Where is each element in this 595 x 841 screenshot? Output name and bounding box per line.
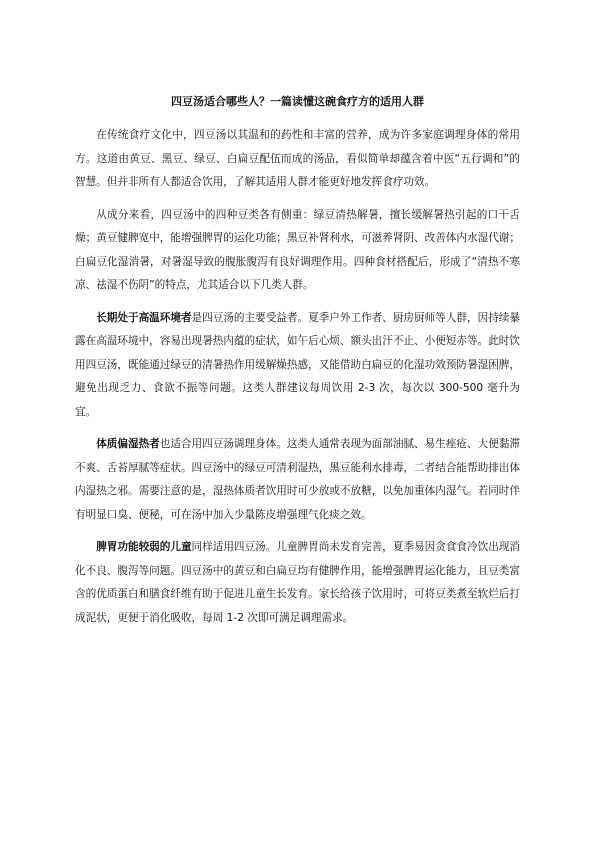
document-body bbox=[75, 124, 520, 639]
paragraph-lead-bold: 脾胃功能较弱的儿童 bbox=[96, 541, 192, 553]
paragraph-high-temperature bbox=[75, 307, 520, 425]
paragraph-text: 是四豆汤的主要受益者。夏季户外工作者、厨房厨师等人群，因持续暴露在高温环境中，容易出现暑热内蕴的症状，如午后心烦、额头出汗不止、小便短赤等。此时饮用四豆汤，既能通过绿豆的清暑热作用缓解燥热感，又能借助白扁豆的化湿功效预防暑湿困脾，避免出现乏力、食欲不振等问题。这类人群建议每周饮用 2-3 次，每次以 300-500 毫升为宜。 bbox=[75, 311, 520, 418]
paragraph-text: 也适合用四豆汤调理身体。这类人通常表现为面部油腻、易生痤疮、大便黏滞不爽、舌苔厚腻等症状。四豆汤中的绿豆可清利湿热，黑豆能利水排毒，二者结合能帮助排出体内湿热之邪。需要注意的是，湿热体质者饮用时可少放或不放糖，以免加重体内湿气。若同时伴有明显口臭、便秘，可在汤中加入少量陈皮增强理气化痰之效。 bbox=[75, 438, 521, 521]
document-title: 四豆汤适合哪些人？一篇读懂这碗食疗方的适用人群 bbox=[171, 95, 424, 108]
paragraph-intro bbox=[75, 124, 520, 195]
paragraph-lead-bold: 长期处于高温环境者 bbox=[96, 311, 192, 324]
paragraph-ingredients bbox=[75, 204, 520, 298]
paragraph-children bbox=[75, 536, 520, 630]
paragraph-damp-heat bbox=[75, 433, 520, 527]
paragraph-lead-bold: 体质偏湿热者 bbox=[96, 438, 160, 450]
paragraph-text: 从成分来看，四豆汤中的四种豆类各有侧重：绿豆清热解暑，擅长缓解暑热引起的口干舌燥；黄豆健脾宽中，能增强脾胃的运化功能；黑豆补肾利水，可滋养肾阴、改善体内水湿代谢；白扁豆化湿消暑，对暑湿导致的腹胀腹泻有良好调理作用。四种食材搭配后，形成了“清热不寒凉、祛湿不伤阴”的特点，尤其适合以下几类人群。 bbox=[75, 208, 520, 291]
paragraph-text: 在传统食疗文化中，四豆汤以其温和的药性和丰富的营养，成为许多家庭调理身体的常用方。这道由黄豆、黑豆、绿豆、白扁豆配伍而成的汤品，看似简单却蕴含着中医“五行调和”的智慧。但并非所有人都适合饮用，了解其适用人群才能更好地发挥食疗功效。 bbox=[75, 129, 520, 188]
paragraph-text: 同样适用四豆汤。儿童脾胃尚未发育完善，夏季易因贪食食冷饮出现消化不良、腹泻等问题。四豆汤中的黄豆和白扁豆均有健脾作用，能增强脾胃运化能力，且豆类富含的优质蛋白和膳食纤维有助于促进儿童生长发育。家长给孩子饮用时，可将豆类煮至软烂后打成泥状，更便于消化吸收，每周 1-2 次即可满足调理需求。 bbox=[75, 541, 520, 624]
